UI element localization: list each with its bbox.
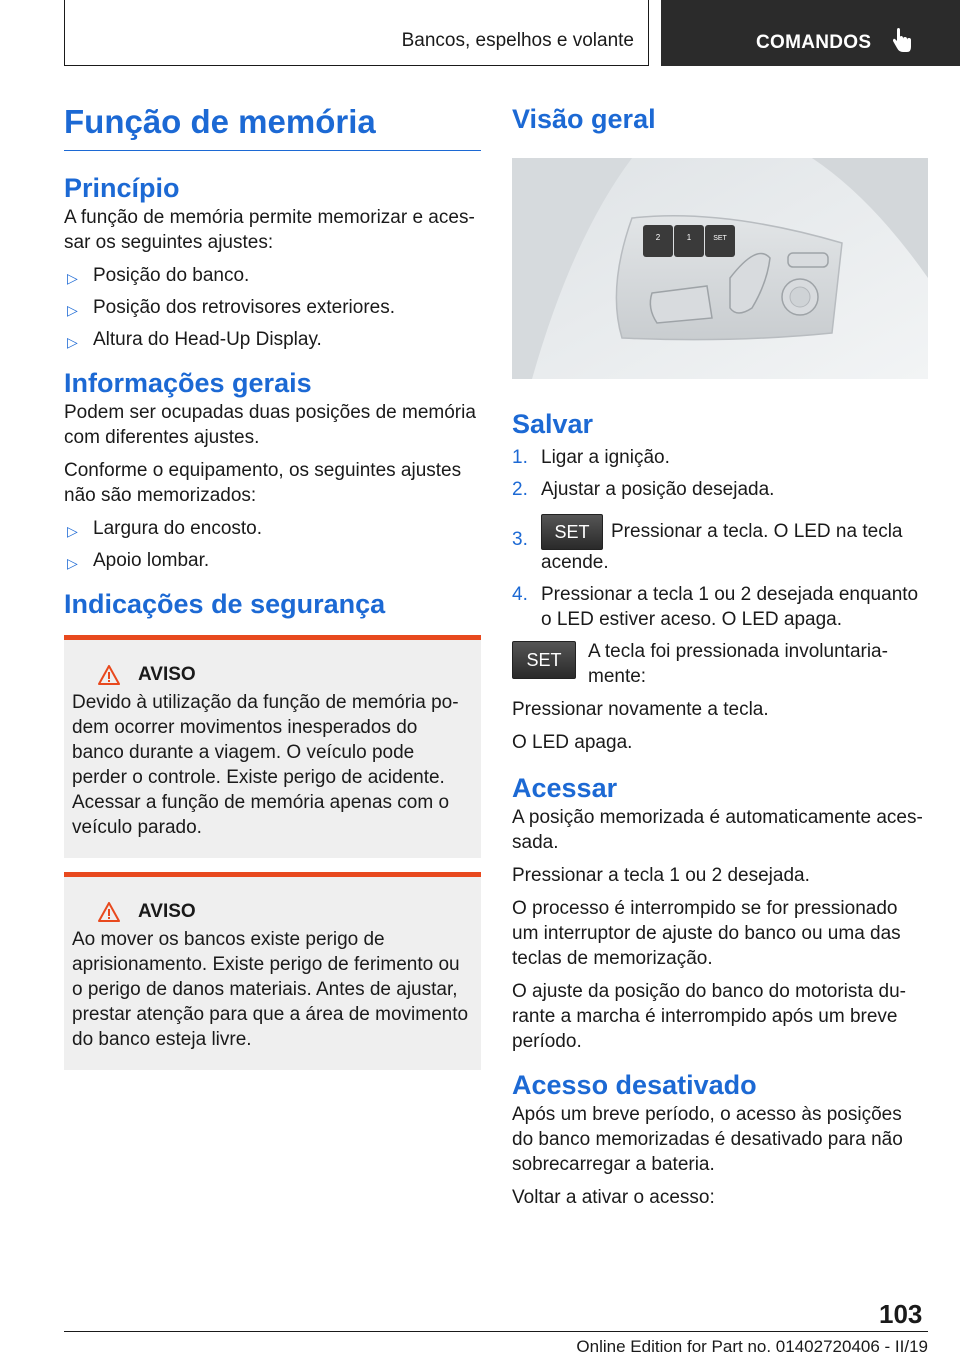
warning-triangle-icon: [98, 665, 120, 685]
acessar-p3: O processo é interrompido se for pressionado um interruptor de ajuste do banco ou uma das teclas de memorização.: [512, 898, 901, 969]
header-section-title: [64, 0, 649, 66]
footer-divider: [64, 1331, 928, 1332]
gerais-list: [64, 516, 481, 573]
salvar-steps: [512, 445, 928, 632]
triangle-bullet-icon: ▷: [67, 555, 78, 571]
warning-text: Ao mover os bancos existe perigo de aprisionamento. Existe perigo de ferimento ou o perigo de danos materiais. Antes de ajustar, prestar atenção para que a área de movimento do banco esteja livre.: [72, 929, 469, 1050]
right-column: [512, 98, 928, 1218]
left-column: [64, 98, 481, 1070]
desativado-p2: Voltar a ativar o acesso:: [512, 1187, 715, 1208]
list-item: 3. SET Pressionar a tecla. O LED na tecla acende.: [512, 514, 928, 575]
set-note-text: A tecla foi pressionada involuntariamente:: [588, 641, 888, 687]
warning-text: Devido à utilização da função de memória podem ocorrer movimentos inesperados do banco durante a viagem. O veículo pode perder o controle. Existe perigo de acidente. Acessar a função de memória apenas com o veículo parado.: [72, 692, 459, 838]
triangle-bullet-icon: ▷: [67, 523, 78, 539]
heading-seguranca: Indicações de segurança: [64, 589, 386, 619]
warning-label: AVISO: [138, 901, 196, 922]
header-chapter-tab: [661, 0, 960, 66]
list-item: ▷ Posição dos retrovisores exteriores.: [64, 295, 481, 320]
gerais-text-1: Podem ser ocupadas duas posições de memória com diferentes ajustes.: [64, 402, 476, 448]
page-title: Função de memória: [64, 98, 481, 151]
list-item: ▷ Apoio lombar.: [64, 548, 481, 573]
list-item: 4. Pressionar a tecla 1 ou 2 desejada enquanto o LED estiver aceso. O LED apaga.: [512, 584, 919, 630]
acessar-p1: A posição memorizada é automaticamente acessada.: [512, 807, 923, 853]
set-button-icon: SET: [512, 641, 576, 679]
seat-memory-buttons-photo: [512, 158, 928, 379]
warning-box: [64, 635, 481, 858]
salvar-after-1: Pressionar novamente a tecla.: [512, 699, 769, 720]
principio-text: A função de memória permite memorizar e acessar os seguintes ajustes:: [64, 207, 475, 253]
svg-text:1: 1: [686, 233, 692, 242]
warning-box: [64, 872, 481, 1070]
footer-edition: Online Edition for Part no. 01402720406 - II/19: [576, 1337, 928, 1356]
list-item: 2. Ajustar a posição desejada.: [512, 479, 775, 500]
heading-gerais: Informações gerais: [64, 368, 312, 398]
page-number: 103: [879, 1299, 923, 1329]
section-name: Bancos, espelhos e volante: [401, 30, 634, 51]
pointing-hand-icon: [891, 28, 913, 54]
desativado-p1: Após um breve período, o acesso às posições do banco memorizadas é desativado para não sobrecarregar a bateria.: [512, 1104, 903, 1175]
triangle-bullet-icon: ▷: [67, 270, 78, 286]
svg-text:2: 2: [655, 233, 661, 242]
salvar-after-2: O LED apaga.: [512, 732, 633, 753]
svg-text:SET: SET: [713, 235, 727, 242]
warning-label: AVISO: [138, 664, 196, 685]
list-item: ▷ Altura do Head-Up Display.: [64, 327, 481, 352]
acessar-p2: Pressionar a tecla 1 ou 2 desejada.: [512, 865, 810, 886]
set-button-icon: SET: [541, 514, 603, 550]
acessar-p4: O ajuste da posição do banco do motorista durante a marcha é interrompido após um breve período.: [512, 981, 906, 1052]
triangle-bullet-icon: ▷: [67, 334, 78, 350]
heading-salvar: Salvar: [512, 409, 594, 439]
list-item: 1. Ligar a ignição.: [512, 447, 670, 468]
list-item: ▷ Largura do encosto.: [64, 516, 481, 541]
list-item: ▷ Posição do banco.: [64, 263, 481, 288]
triangle-bullet-icon: ▷: [67, 302, 78, 318]
heading-visao-geral: Visão geral: [512, 104, 656, 134]
gerais-text-2: Conforme o equipamento, os seguintes ajustes não são memorizados:: [64, 460, 462, 506]
principio-list: [64, 263, 481, 352]
warning-triangle-icon: [98, 902, 120, 922]
chapter-name: COMANDOS: [756, 32, 872, 53]
heading-principio: Princípio: [64, 173, 180, 203]
heading-acesso-desativado: Acesso desativado: [512, 1070, 757, 1100]
set-note: [512, 639, 928, 689]
heading-acessar: Acessar: [512, 773, 618, 803]
